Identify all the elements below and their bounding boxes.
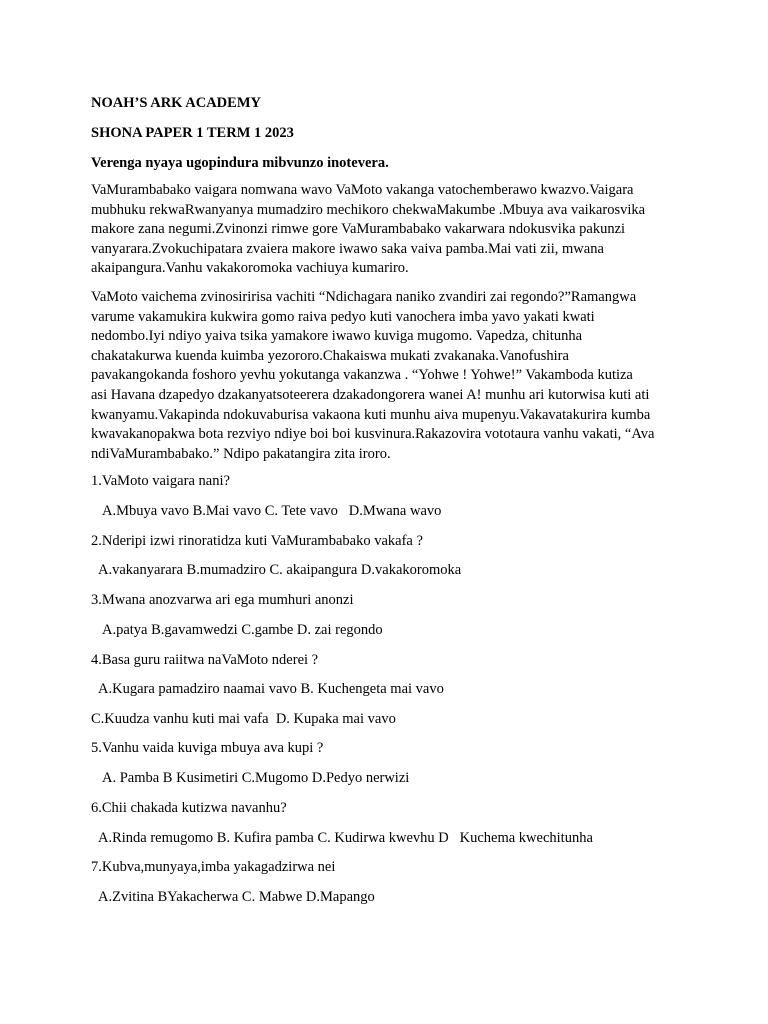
question-7: 7.Kubva,munyaya,imba yakagadzirwa nei bbox=[91, 859, 336, 875]
question-6-options: A.Rinda remugomo B. Kufira pamba C. Kudirwa kwevhu D Kuchema kwechitunha bbox=[98, 830, 593, 846]
passage-line: ndiVaMurambabako.” Ndipo pakatangira zita iroro. bbox=[91, 445, 391, 462]
passage-line: kwavakanopakwa bota rezviyo ndiye boi boi kusvinura.Rakazovira vototaura vanhu vakati, “Ava bbox=[91, 426, 655, 443]
question-5: 5.Vanhu vaida kuviga mbuya ava kupi ? bbox=[91, 740, 324, 756]
passage-line: kwanyamu.Vakapinda ndokuvaburisa vakaona kuti munhu aiva mupenyu.Vakavatakurira kumba bbox=[91, 406, 651, 423]
passage-line: asi Havana dzapedyo dzakanyatsoteerera dzakadongorera wanei A! munhu ari kutorwisa kuti ati bbox=[91, 386, 650, 403]
passage-line: vanyarara.Zvokuchipatara zvaiera makore iwawo saka vaiva pamba.Mai vati zii, mwana bbox=[91, 240, 604, 257]
question-3: 3.Mwana anozvarwa ari ega mumhuri anonzi bbox=[91, 592, 354, 608]
passage-line: VaMurambabako vaigara nomwana wavo VaMoto vakanga vatochemberawo kwazvo.Vaigara bbox=[91, 182, 634, 198]
question-1: 1.VaMoto vaigara nani? bbox=[91, 473, 230, 489]
question-7-options: A.Zvitina BYakacherwa C. Mabwe D.Mapango bbox=[98, 889, 375, 905]
passage-line: akaipangura.Vanhu vakakoromoka vachiuya kumariro. bbox=[91, 260, 409, 277]
question-3-options: A.patya B.gavamwedzi C.gambe D. zai regondo bbox=[102, 622, 383, 638]
question-4-options-continued: C.Kuudza vanhu kuti mai vafa D. Kupaka mai vavo bbox=[91, 711, 396, 727]
question-4-options: A.Kugara pamadziro naamai vavo B. Kuchengeta mai vavo bbox=[98, 681, 444, 697]
passage-line: varume vakamukira kukwira gomo raiva pedyo kuti vanochera imba yavo yakati kwati bbox=[91, 308, 595, 325]
paper-heading: SHONA PAPER 1 TERM 1 2023 bbox=[91, 125, 294, 141]
passage-paragraph-2 bbox=[91, 288, 691, 464]
passage-paragraph-1 bbox=[91, 181, 691, 279]
passage-line: makore zana negumi.Zvinonzi rimwe gore VaMurambabako vakarwara ndokusvika pakunzi bbox=[91, 221, 626, 238]
question-2-options: A.vakanyarara B.mumadziro C. akaipangura D.vakakoromoka bbox=[98, 562, 462, 578]
question-1-options: A.Mbuya vavo B.Mai vavo C. Tete vavo D.Mwana wavo bbox=[102, 503, 442, 519]
question-6: 6.Chii chakada kutizwa navanhu? bbox=[91, 800, 287, 816]
question-2: 2.Nderipi izwi rinoratidza kuti VaMurambabako vakafa ? bbox=[91, 533, 423, 549]
question-4: 4.Basa guru raiitwa naVaMoto nderei ? bbox=[91, 652, 319, 668]
passage-line: VaMoto vaichema zvinosiririsa vachiti “Ndichagara naniko zvandiri zai regondo?”Ramangwa bbox=[91, 289, 637, 305]
question-5-options: A. Pamba B Kusimetiri C.Mugomo D.Pedyo nerwizi bbox=[102, 770, 410, 786]
passage-line: chakatakurwa kuenda kuimba yezororo.Chakaiswa mukati zvakanaka.Vanofushira bbox=[91, 347, 569, 364]
instruction-heading: Verenga nyaya ugopindura mibvunzo inotevera. bbox=[91, 155, 389, 171]
passage-line: nedombo.Iyi ndiyo yaiva tsika yamakore iwawo kuviga mugomo. Vapedza, chitunha bbox=[91, 328, 583, 345]
passage-line: mubhuku rekwaRwanyanya mumadziro mechikoro chekwaMakumbe .Mbuya ava vaikarosvika bbox=[91, 201, 646, 218]
passage-line: pavakangokanda foshoro yevhu yokutanga vakanzwa . “Yohwe ! Yohwe!” Vakamboda kutiza bbox=[91, 367, 633, 384]
school-heading: NOAH’S ARK ACADEMY bbox=[91, 95, 261, 111]
